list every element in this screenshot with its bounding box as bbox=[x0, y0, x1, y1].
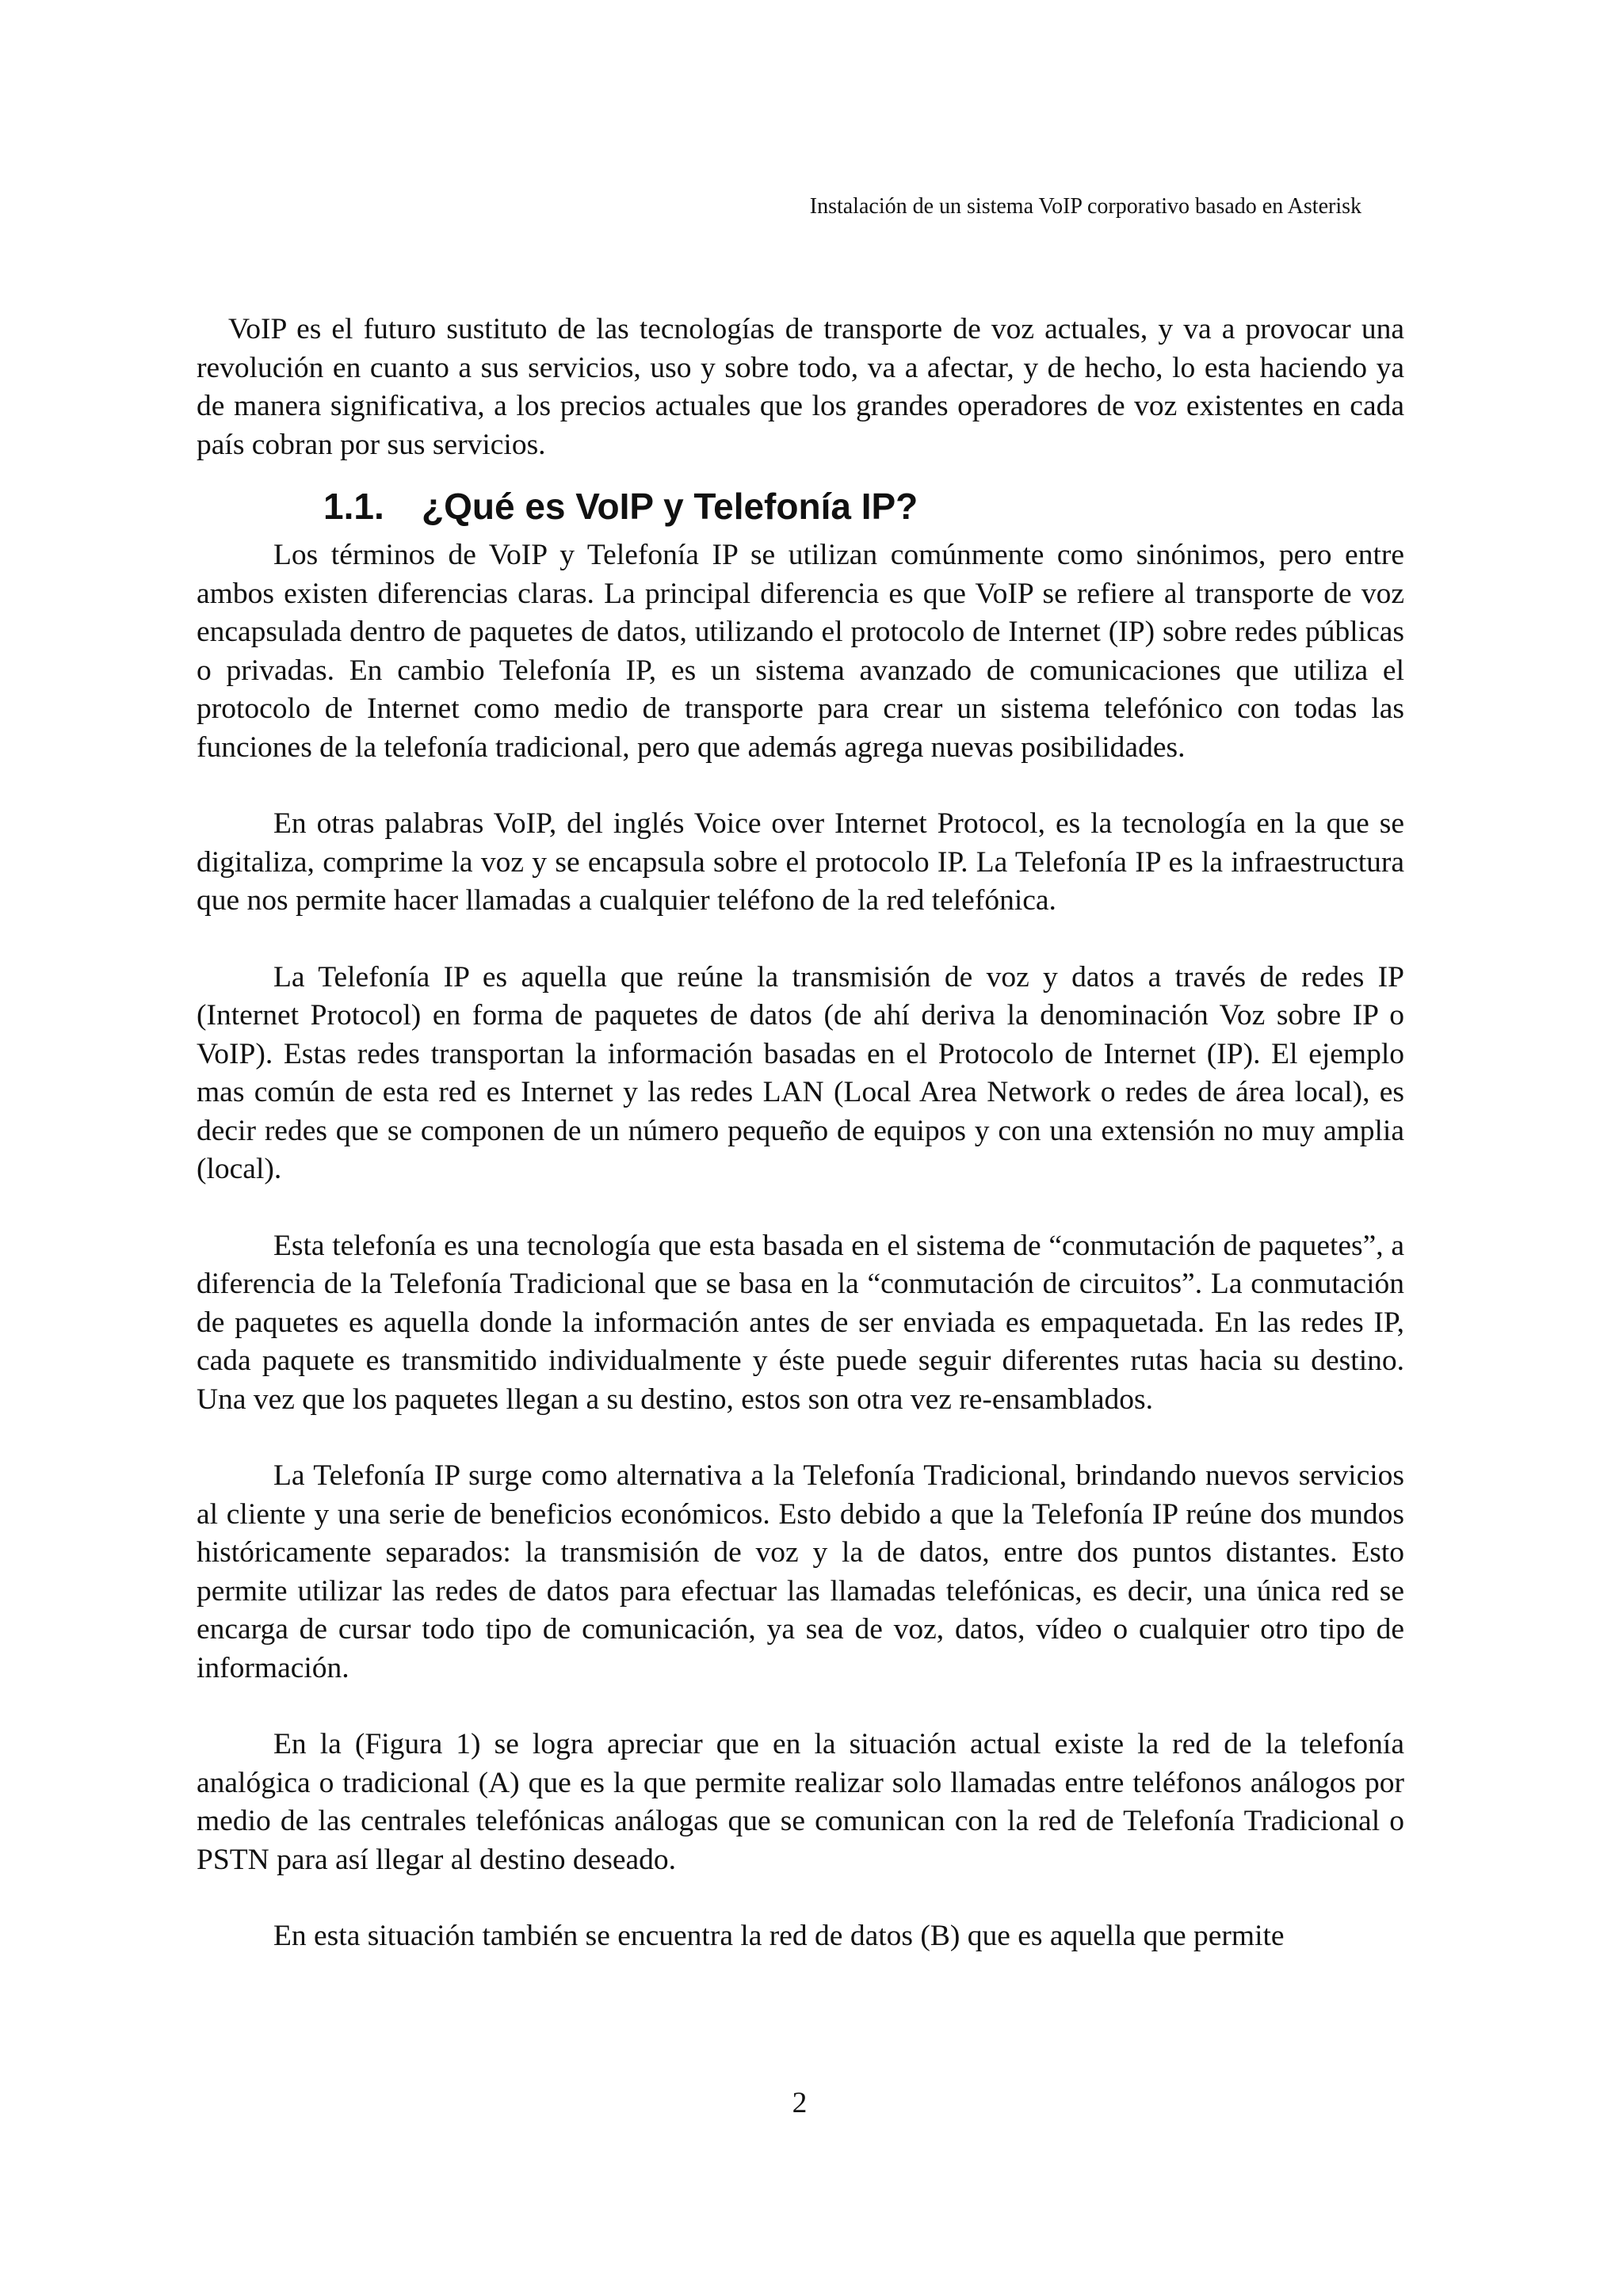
paragraph: Los términos de VoIP y Telefonía IP se utilizan comúnmente como sinónimos, pero entre ambos existen diferencias claras. La principal diferencia es que VoIP se refiere al transporte de voz encapsulada dentro de paquetes de datos, utilizando el protocolo de Internet (IP) sobre redes públicas o privadas. En cambio Telefonía IP, es un sistema avanzado de comunicaciones que utiliza el protocolo de Internet como medio de transporte para crear un sistema telefónico con todas las funciones de la telefonía tradicional, pero que además agrega nuevas posibilidades. bbox=[197, 539, 1404, 764]
running-header: Instalación de un sistema VoIP corporativo basado en Asterisk bbox=[809, 194, 1361, 219]
paragraph: La Telefonía IP surge como alternativa a la Telefonía Tradicional, brindando nuevos servicios al cliente y una serie de beneficios económicos. Esto debido a que la Telefonía IP reúne dos mundos históricamente separados: la transmisión de voz y la de datos, entre dos puntos distantes. Esto permite utilizar las redes de datos para efectuar las llamadas telefónicas, es decir, una única red se encarga de cursar todo tipo de comunicación, ya sea de voz, datos, vídeo o cualquier otro tipo de información. bbox=[197, 1459, 1404, 1684]
paragraph: Esta telefonía es una tecnología que esta basada en el sistema de “conmutación de paquetes”, a diferencia de la Telefonía Tradicional que se basa en la “conmutación de circuitos”. La conmutación de paquetes es aquella donde la información antes de ser enviada es empaquetada. En las redes IP, cada paquete es transmitido individualmente y éste puede seguir diferentes rutas hacia su destino. Una vez que los paquetes llegan a su destino, estos son otra vez re-ensamblados. bbox=[197, 1229, 1404, 1416]
intro-paragraph: VoIP es el futuro sustituto de las tecnologías de transporte de voz actuales, y va a provocar una revolución en cuanto a sus servicios, uso y sobre todo, va a afectar, y de hecho, lo esta haciendo ya de manera significativa, a los precios actuales que los grandes operadores de voz existentes en cada país cobran por sus servicios. bbox=[197, 313, 1404, 461]
paragraph: En la (Figura 1) se logra apreciar que en la situación actual existe la red de la telefonía analógica o tradicional (A) que es la que permite realizar solo llamadas entre teléfonos análogos por medio de las centrales telefónicas análogas que se comunican con la red de Telefonía Tradicional o PSTN para así llegar al destino deseado. bbox=[197, 1728, 1404, 1876]
body-text bbox=[197, 311, 1404, 1956]
paragraph: En esta situación también se encuentra la red de datos (B) que es aquella que permite bbox=[273, 1920, 1285, 1952]
page-number: 2 bbox=[792, 2087, 808, 2119]
paragraph: En otras palabras VoIP, del inglés Voice over Internet Protocol, es la tecnología en la que se digitaliza, comprime la voz y se encapsula sobre el protocolo IP. La Telefonía IP es la infraestructura que nos permite hacer llamadas a cualquier teléfono de la red telefónica. bbox=[197, 807, 1404, 917]
section-number: 1.1. bbox=[323, 486, 384, 527]
paragraph: La Telefonía IP es aquella que reúne la transmisión de voz y datos a través de redes IP (Internet Protocol) en forma de paquetes de datos (de ahí deriva la denominación Voz sobre IP o VoIP). Estas redes transportan la información basadas en el Protocolo de Internet (IP). El ejemplo mas común de esta red es Internet y las redes LAN (Local Area Network o redes de área local), es decir redes que se componen de un número pequeño de equipos y con una extensión no muy amplia (local). bbox=[197, 960, 1404, 1185]
section-heading bbox=[323, 486, 1404, 527]
section-title: ¿Qué es VoIP y Telefonía IP? bbox=[422, 486, 918, 527]
